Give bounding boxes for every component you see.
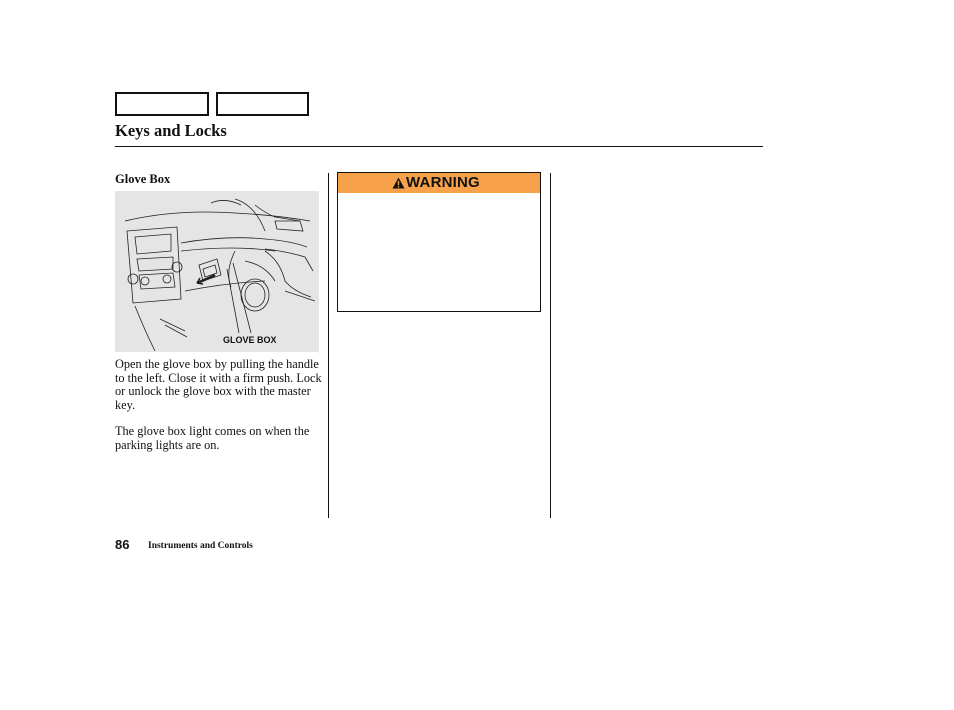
warning-label: WARNING xyxy=(406,174,480,191)
dashboard-line-drawing xyxy=(115,191,319,352)
warning-triangle-icon xyxy=(392,177,405,189)
page-title: Keys and Locks xyxy=(115,121,227,140)
glove-box-illustration xyxy=(115,191,319,352)
section-heading: Glove Box xyxy=(115,172,171,186)
body-paragraph-open-close: Open the glove box by pulling the handle to the left. Close it with a firm push. Lock or unlock the glove box with the master key. xyxy=(115,357,322,412)
nav-tab-box-left xyxy=(115,92,209,116)
warning-box xyxy=(337,172,541,312)
column-divider-right xyxy=(550,173,551,518)
warning-header xyxy=(338,173,540,193)
title-divider xyxy=(115,146,763,147)
figure-callout-label: GLOVE BOX xyxy=(223,335,277,345)
footer-section-name: Instruments and Controls xyxy=(148,541,253,551)
column-divider-left xyxy=(328,173,329,518)
nav-tab-box-right xyxy=(216,92,309,116)
page-number: 86 xyxy=(115,537,130,552)
body-paragraph-light: The glove box light comes on when the parking lights are on. xyxy=(115,424,310,452)
